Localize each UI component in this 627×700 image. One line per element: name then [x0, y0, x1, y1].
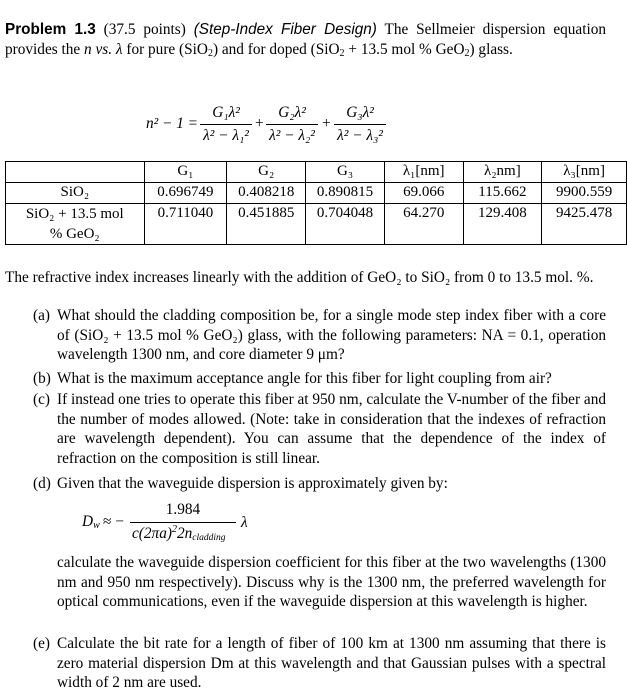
question-text: If instead one tries to operate this fiber at 950 nm, calculate the V-number of the fiber and the number of modes allowed. (Note: take in consideration that the indexes of refraction are wavelength dependent). You can assume that the dependence of the index of refraction on the composition is still linear. — [57, 391, 606, 467]
table-header-cell: λ₁[nm] — [384, 162, 463, 183]
eq-num-2: G₂λ² — [278, 104, 306, 121]
question-d — [33, 474, 606, 494]
eq-line-3 — [334, 124, 386, 125]
question-label: (e) — [33, 635, 50, 652]
question-label: (a) — [33, 307, 50, 324]
table-header-row — [6, 162, 627, 183]
table-header-cell: G₁ — [144, 162, 227, 183]
question-label: (d) — [33, 475, 51, 492]
table-cell: 0.696749 — [144, 183, 227, 204]
question-c — [33, 390, 606, 468]
table-cell: 9900.559 — [542, 183, 627, 204]
question-text: What is the maximum acceptance angle for this fiber for light coupling from air? — [57, 370, 552, 387]
table-header-cell: λ₂nm] — [463, 162, 542, 183]
eq-num-3: G₃λ² — [346, 104, 374, 121]
intro-var: n vs. λ — [84, 40, 123, 58]
eq-lhs: n² − 1 = — [146, 115, 199, 132]
eq-line-1 — [200, 124, 252, 125]
disp-den-sub: cladding — [192, 533, 226, 543]
intro-text-d: + 13.5 mol % GeO — [344, 40, 465, 58]
disp-den-b: 2n — [176, 525, 193, 542]
disp-lhs — [82, 512, 100, 532]
table-row-label — [6, 204, 145, 245]
question-e — [33, 634, 606, 693]
question-a — [33, 306, 606, 365]
question-b — [33, 369, 606, 389]
question-label: (c) — [33, 391, 50, 408]
sellmeier-table — [5, 161, 627, 245]
table-cell: 9425.478 — [542, 204, 627, 245]
disp-den-a: c(2πa) — [132, 525, 172, 542]
eq-plus-2: + — [321, 115, 332, 132]
eq-den-1: λ² − λ₁² — [203, 127, 249, 144]
intro-text-c: ) and for doped (SiO — [212, 40, 340, 58]
problem-points: (37.5 points) — [103, 21, 186, 38]
question-text: Calculate the bit rate for a length of fiber of 100 km at 1300 nm assuming that there is zero material dispersion Dm at this wavelength and that Gaussian pulses with a spectral width of 2 nm are used. — [57, 635, 606, 692]
disp-lhs-symbol: D — [82, 513, 94, 530]
intro-text-b: for pure (SiO — [126, 40, 208, 58]
linear-note: The refractive index increases linearly with the addition of GeO₂ to SiO₂ from 0 to 13.5 mol. %. — [5, 269, 594, 286]
problem-number: Problem 1.3 — [5, 21, 96, 38]
table-cell: 129.408 — [463, 204, 542, 245]
table-cell: 115.662 — [463, 183, 542, 204]
disp-num: 1.984 — [165, 501, 201, 518]
question-text: Given that the waveguide dispersion is approximately given by: — [57, 475, 448, 492]
eq-line-2 — [266, 124, 318, 125]
eq-den-3: λ² − λ₃² — [337, 127, 383, 144]
question-text: What should the cladding composition be, for a single mode step index fiber with a core of (SiO₂ + 13.5 mol % GeO₂) glass, with the following parameters: NA = 0.1, operation wavelength 1300 nm, and core diameter 9 μm? — [57, 307, 606, 364]
disp-lhs-sub: w — [93, 520, 100, 531]
table-header-cell: G₃ — [306, 162, 385, 183]
table-header-cell: G₂ — [227, 162, 306, 183]
eq-den-2: λ² − λ₂² — [269, 127, 315, 144]
eq-num-1: G₁λ² — [212, 104, 240, 121]
question-d-continued: calculate the waveguide dispersion coefficient for this fiber at the two wavelengths (1300 nm and 950 nm respectively). Discuss why is the 1300 nm, the preferred wavelength for optical communications, even if the waveguide dispersion at this wavelength is higher. — [57, 554, 606, 611]
disp-den: $c(2\pi a)^22n_{cladding}$ — [132, 524, 226, 543]
table-header-cell — [6, 162, 145, 183]
problem-topic: (Step-Index Fiber Design) — [193, 21, 377, 38]
eq-plus-1: + — [254, 115, 265, 132]
problem-header: Problem 1.3 (37.5 points) (Step-Index Fiber Design) The Sellmeier dispersion equation provides the n vs. λ for pure (SiO$_2$) and for doped (SiO$_2$ + 13.5 mol % GeO$_2$) glass. — [5, 21, 606, 59]
table-row — [6, 183, 627, 204]
intro-text-e: ) glass. — [469, 40, 513, 58]
table-cell: 0.408218 — [227, 183, 306, 204]
table-cell: 69.066 — [384, 183, 463, 204]
table-row — [6, 204, 627, 245]
disp-line — [130, 522, 236, 523]
table-row-label: SiO₂ — [6, 183, 145, 204]
table-cell: 64.270 — [384, 204, 463, 245]
table-row-label-line1: SiO₂ + 13.5 mol — [25, 206, 124, 222]
disp-approx: ≈ − — [103, 513, 124, 530]
disp-tail: λ — [241, 514, 248, 531]
table-cell: 0.451885 — [227, 204, 306, 245]
table-cell: 0.711040 — [144, 204, 227, 245]
question-label: (b) — [33, 370, 51, 387]
intro-text: The Sellmeier dispersion equation provides the — [5, 21, 606, 58]
table-header-cell: λ₃[nm] — [542, 162, 627, 183]
table-cell: 0.890815 — [306, 183, 385, 204]
table-row-label-line2: % GeO₂ — [49, 226, 100, 242]
table-cell: 0.704048 — [306, 204, 385, 245]
